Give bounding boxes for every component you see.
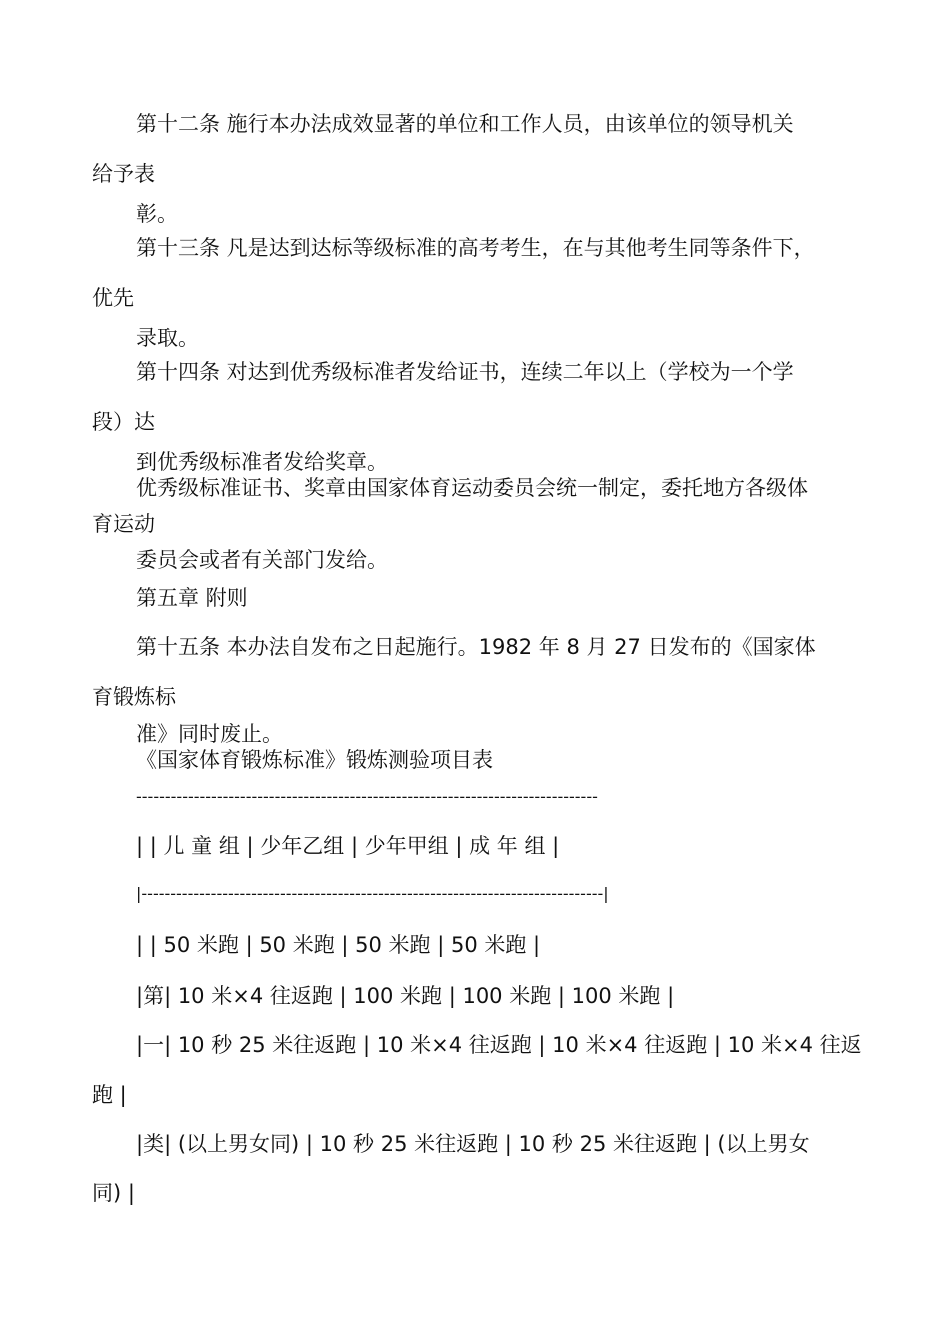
article-12-line-3: 彰。 bbox=[136, 202, 178, 226]
certificate-paragraph-line-1: 优秀级标准证书、奖章由国家体育运动委员会统一制定，委托地方各级体 bbox=[136, 476, 808, 500]
certificate-paragraph-line-3: 委员会或者有关部门发给。 bbox=[136, 548, 388, 572]
article-15-line-1: 第十五条 本办法自发布之日起施行。1982 年 8 月 27 日发布的《国家体 bbox=[136, 635, 816, 659]
table-row-continuation: 同) | bbox=[92, 1181, 135, 1205]
chapter-5-heading: 第五章 附则 bbox=[136, 586, 248, 610]
table-row: |类| (以上男女同) | 10 秒 25 米往返跑 | 10 秒 25 米往返跑 | (以上男女 bbox=[136, 1132, 810, 1156]
article-12-line-2: 给予表 bbox=[92, 162, 155, 186]
article-14-line-2: 段）达 bbox=[92, 410, 155, 434]
table-header-row: | | 儿 童 组 | 少年乙组 | 少年甲组 | 成 年 组 | bbox=[136, 834, 560, 858]
article-14-line-1: 第十四条 对达到优秀级标准者发给证书，连续二年以上（学校为一个学 bbox=[136, 360, 794, 384]
article-13-line-1: 第十三条 凡是达到达标等级标准的高考考生，在与其他考生同等条件下， bbox=[136, 236, 815, 260]
article-13-line-2: 优先 bbox=[92, 286, 134, 310]
table-title: 《国家体育锻炼标准》锻炼测验项目表 bbox=[136, 748, 493, 772]
article-14-line-3: 到优秀级标准者发给奖章。 bbox=[136, 450, 388, 474]
article-13-line-3: 录取。 bbox=[136, 326, 199, 350]
article-15-line-2: 育锻炼标 bbox=[92, 685, 176, 709]
table-row: |第| 10 米×4 往返跑 | 100 米跑 | 100 米跑 | 100 米跑 | bbox=[136, 984, 675, 1008]
article-15-line-3: 准》同时废止。 bbox=[136, 722, 283, 746]
table-top-rule: -------------------------------------------------------------------------------- bbox=[136, 787, 598, 806]
table-row: | | 50 米跑 | 50 米跑 | 50 米跑 | 50 米跑 | bbox=[136, 933, 541, 957]
table-row-continuation: 跑 | bbox=[92, 1083, 127, 1107]
table-row: |一| 10 秒 25 米往返跑 | 10 米×4 往返跑 | 10 米×4 往返跑 | 10 米×4 往返 bbox=[136, 1033, 862, 1057]
table-header-rule: |--------------------------------------------------------------------------------| bbox=[136, 884, 609, 903]
article-12-line-1: 第十二条 施行本办法成效显著的单位和工作人员，由该单位的领导机关 bbox=[136, 112, 794, 136]
certificate-paragraph-line-2: 育运动 bbox=[92, 512, 155, 536]
